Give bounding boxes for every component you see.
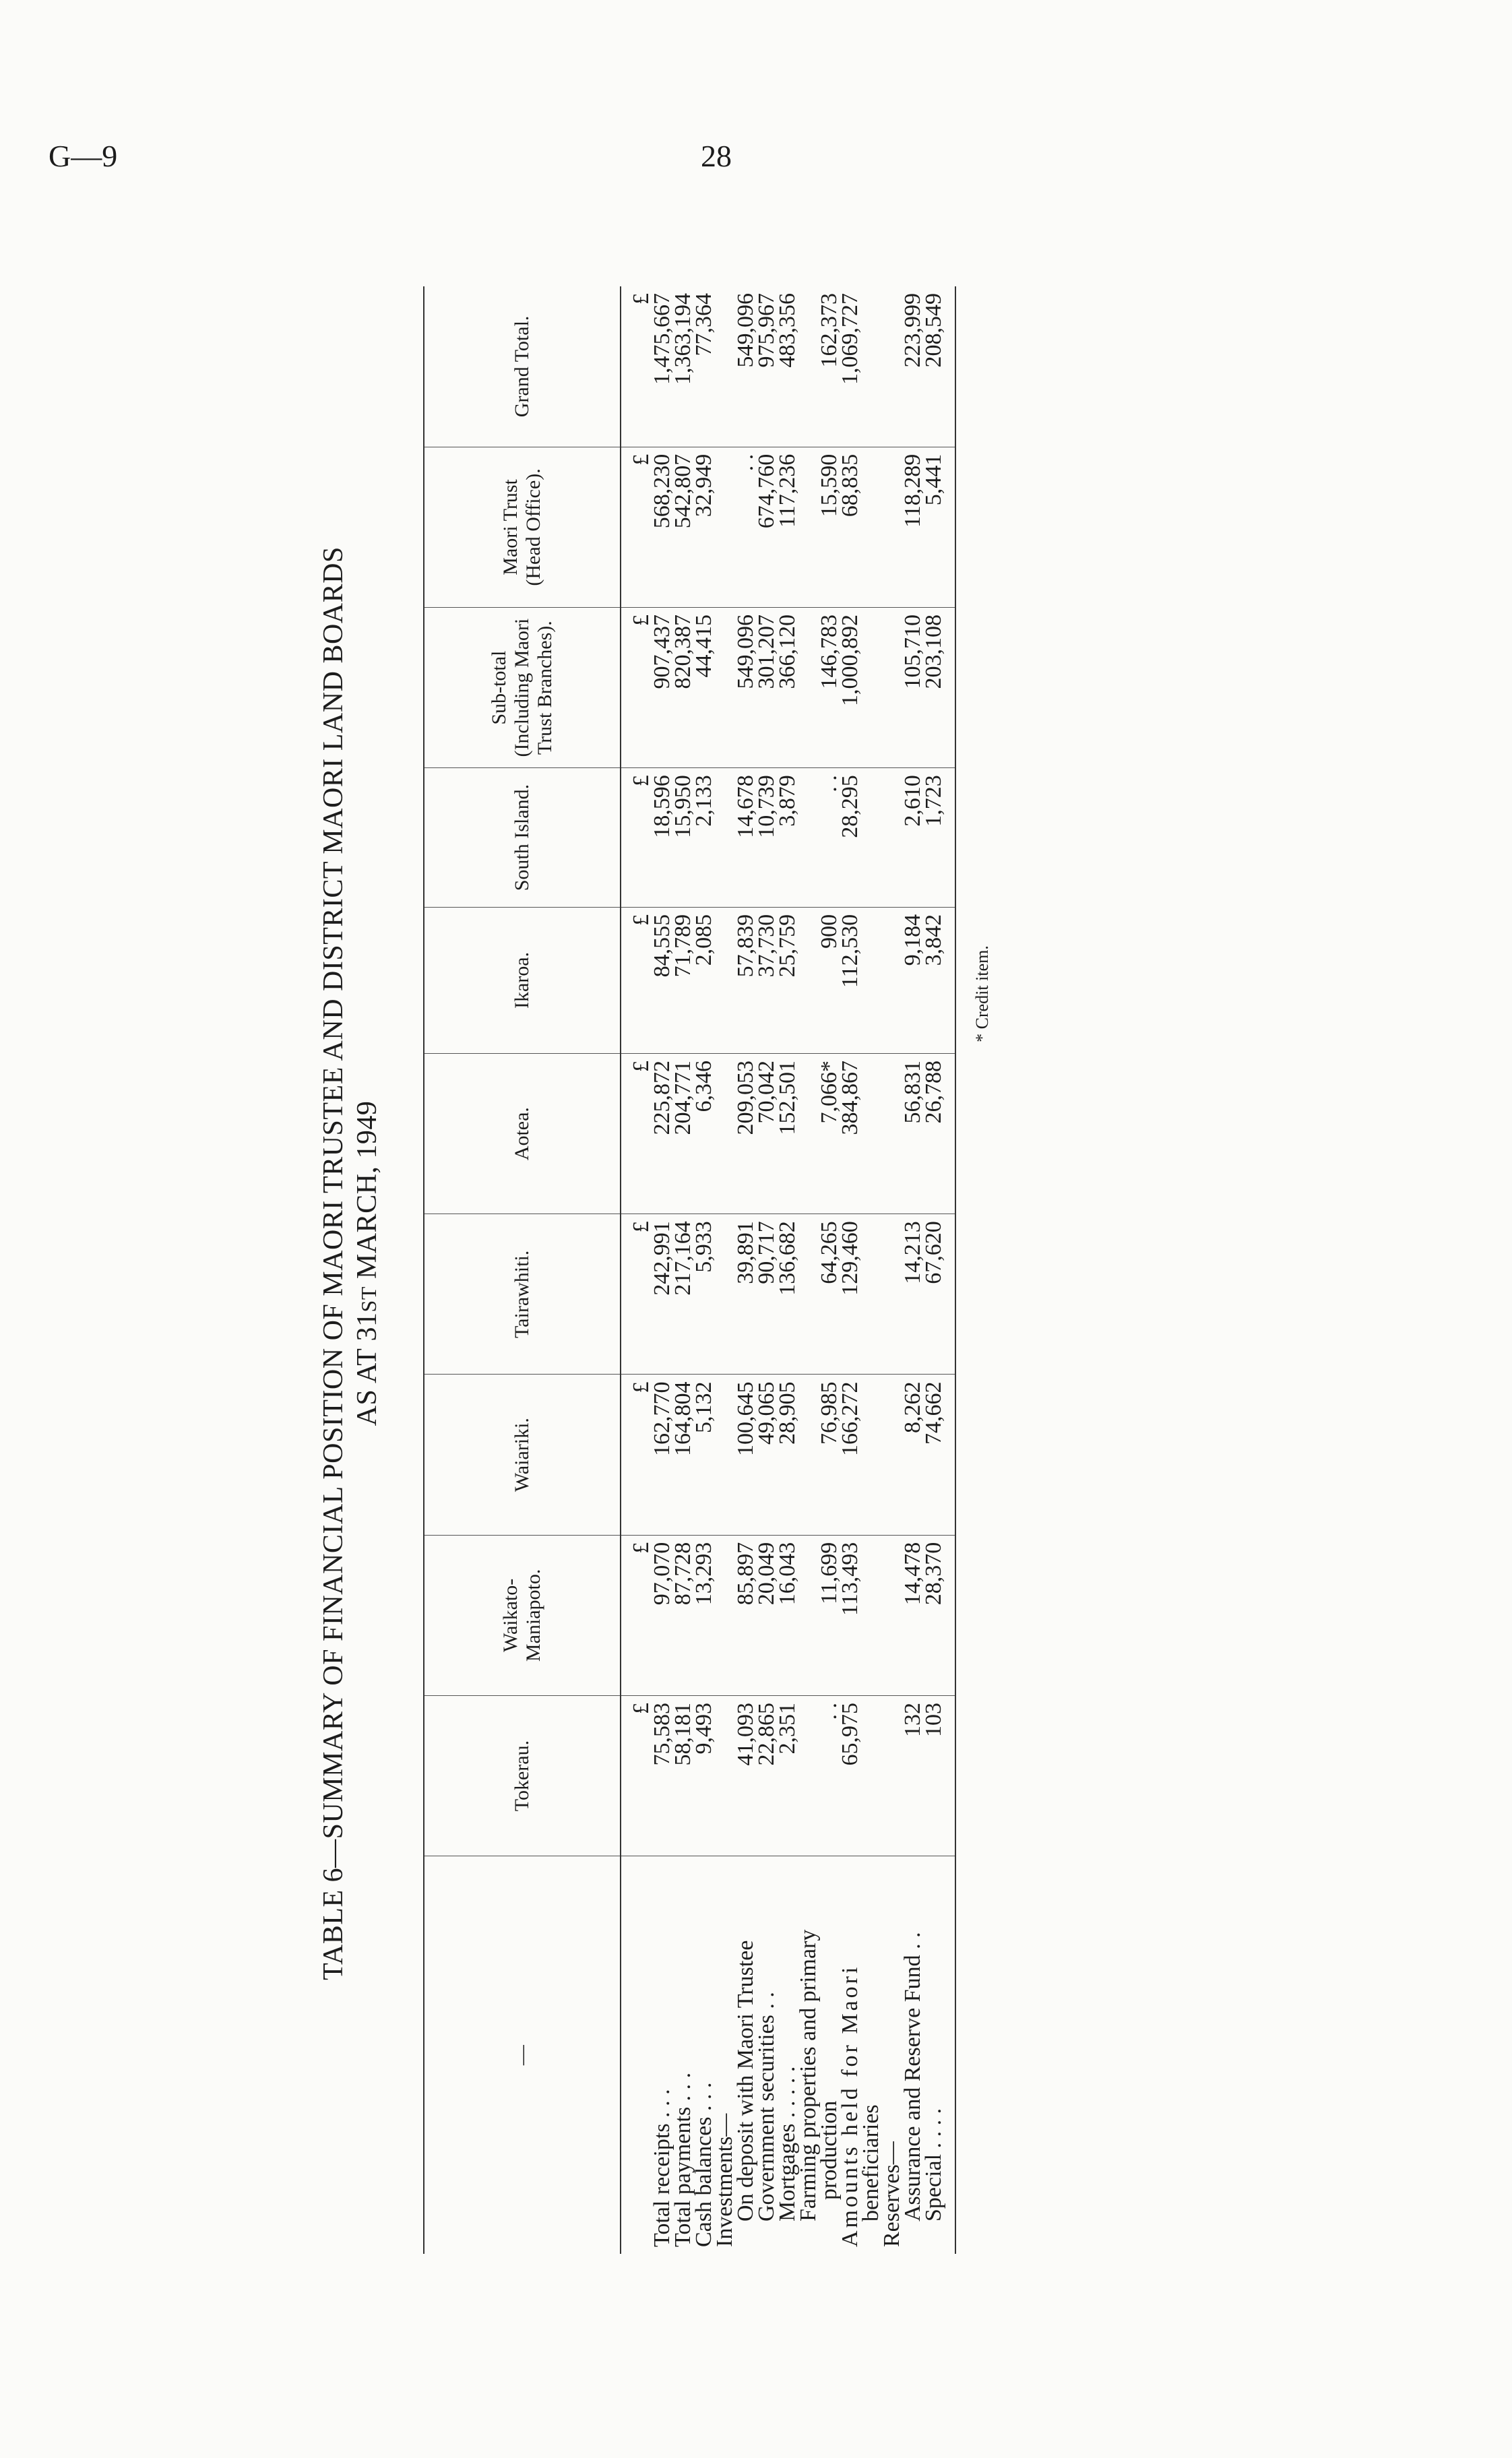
value-cell: 5,441 (923, 447, 955, 607)
value-cell: 20,049 (756, 1535, 777, 1695)
value-cell: 44,415 (693, 608, 714, 768)
title-line-1: TABLE 6—SUMMARY OF FINANCIAL POSITION OF MAORI TRUSTEE AND DISTRICT MAORI LAND BOARDS (318, 546, 349, 1980)
value-cell: 84,555 (652, 907, 672, 1053)
value-cell: 64,265 (819, 1214, 840, 1375)
value-cell: 204,771 (672, 1054, 693, 1214)
value-cell: 9,493 (693, 1695, 714, 1856)
header-waiariki: Waiariki. (424, 1375, 621, 1535)
value-cell: 5,933 (693, 1214, 714, 1375)
table-title (317, 273, 384, 2254)
row-label: Assurance and Reserve Fund . . (900, 1932, 925, 2221)
table-row-cash-balances (693, 286, 714, 2254)
header-waikato-maniapoto: Waikato-Maniapoto. (424, 1535, 621, 1695)
value-cell: 117,236 (777, 447, 798, 607)
value-cell: 103 (923, 1695, 955, 1856)
value-cell: 132 (902, 1695, 923, 1856)
table-row-government-securities (756, 286, 777, 2254)
value-cell: 674,760 (756, 447, 777, 607)
value-cell: 85,897 (735, 1535, 756, 1695)
currency-label-cell (621, 1856, 652, 2254)
value-cell: 112,530 (840, 907, 860, 1053)
value-cell: 100,645 (735, 1375, 756, 1535)
table-row-farming-properties (798, 286, 819, 2254)
value-cell: 8,262 (902, 1375, 923, 1535)
value-cell: 1,000,892 (840, 608, 860, 768)
currency-cell: £ (621, 1375, 652, 1535)
row-label-continuation: production (817, 2100, 842, 2200)
value-cell: 67,620 (923, 1214, 955, 1375)
value-cell: 41,093 (735, 1695, 756, 1856)
value-cell: 71,789 (672, 907, 693, 1053)
value-cell: 70,042 (756, 1054, 777, 1214)
header-tokerau: Tokerau. (424, 1695, 621, 1856)
header-aotea: Aotea. (424, 1054, 621, 1214)
value-cell: 975,967 (756, 286, 777, 447)
value-cell: 568,230 (652, 447, 672, 607)
value-cell: 900 (819, 907, 840, 1053)
value-cell: 56,831 (902, 1054, 923, 1214)
table-row-assurance (902, 286, 923, 2254)
footnote: * Credit item. (972, 945, 992, 1042)
header-grand-total: Grand Total. (424, 286, 621, 447)
header-blank: — (511, 2045, 533, 2066)
value-cell: 118,289 (902, 447, 923, 607)
currency-cell: £ (621, 907, 652, 1053)
value-cell: 14,213 (902, 1214, 923, 1375)
value-cell: 16,043 (777, 1535, 798, 1695)
header-tairawhiti: Tairawhiti. (424, 1214, 621, 1375)
value-cell: . . (735, 447, 756, 607)
value-cell: 22,865 (756, 1695, 777, 1856)
value-cell: 13,293 (693, 1535, 714, 1695)
table-row-amounts-held (840, 286, 860, 2254)
value-cell: 203,108 (923, 608, 955, 768)
value-cell: 2,133 (693, 768, 714, 908)
value-cell: 217,164 (672, 1214, 693, 1375)
value-cell: 25,759 (777, 907, 798, 1053)
value-cell: 39,891 (735, 1214, 756, 1375)
value-cell: 549,096 (735, 608, 756, 768)
section-heading: Reserves— (879, 2141, 904, 2247)
value-cell: 2,085 (693, 907, 714, 1053)
value-cell: 28,295 (840, 768, 860, 908)
currency-row (621, 286, 652, 2254)
currency-cell: £ (621, 768, 652, 908)
table-row-mortgages (777, 286, 798, 2254)
row-label: Government securities . . (754, 1992, 779, 2221)
value-cell: 136,682 (777, 1214, 798, 1375)
table-row-reserves-heading (881, 286, 902, 2254)
value-cell: 162,770 (652, 1375, 672, 1535)
currency-cell: £ (621, 1214, 652, 1375)
value-cell: 58,181 (672, 1695, 693, 1856)
table-row-investments-heading (714, 286, 735, 2254)
financial-summary-table (423, 286, 956, 2254)
section-heading: Investments— (712, 2113, 737, 2247)
value-cell: 32,949 (693, 447, 714, 607)
row-label-continuation: beneficiaries (858, 2104, 883, 2221)
value-cell: 129,460 (840, 1214, 860, 1375)
value-cell: 152,501 (777, 1054, 798, 1214)
value-cell: 87,728 (672, 1535, 693, 1695)
currency-cell: £ (621, 1054, 652, 1214)
value-cell: 209,053 (735, 1054, 756, 1214)
row-label: Special . . . . (921, 2108, 946, 2221)
value-cell: 1,363,194 (672, 286, 693, 447)
value-cell: 11,699 (819, 1535, 840, 1695)
value-cell: 68,835 (840, 447, 860, 607)
value-cell: 164,804 (672, 1375, 693, 1535)
table-row-on-deposit (735, 286, 756, 2254)
value-cell: 77,364 (693, 286, 714, 447)
row-label: On deposit with Maori Trustee (733, 1940, 758, 2221)
value-cell: 223,999 (902, 286, 923, 447)
value-cell: 57,839 (735, 907, 756, 1053)
value-cell: 65,975 (840, 1695, 860, 1856)
value-cell: 90,717 (756, 1214, 777, 1375)
value-cell: 74,662 (923, 1375, 955, 1535)
table-row-total-receipts (652, 286, 672, 2254)
value-cell: 907,437 (652, 608, 672, 768)
value-cell: 301,207 (756, 608, 777, 768)
value-cell: 820,387 (672, 608, 693, 768)
currency-cell: £ (621, 608, 652, 768)
value-cell: 366,120 (777, 608, 798, 768)
value-cell: 14,478 (902, 1535, 923, 1695)
currency-cell: £ (621, 447, 652, 607)
page-number: 28 (701, 139, 732, 173)
value-cell: 15,950 (672, 768, 693, 908)
value-cell: 162,373 (819, 286, 840, 447)
value-cell: 146,783 (819, 608, 840, 768)
row-label: Total receipts . . . (650, 2089, 674, 2247)
title-date-prefix: AS AT 31 (352, 1312, 383, 1426)
value-cell: 7,066* (819, 1054, 840, 1214)
value-cell: 14,678 (735, 768, 756, 908)
value-cell: 28,905 (777, 1375, 798, 1535)
header-ikaroa: Ikaroa. (424, 907, 621, 1053)
value-cell: 384,867 (840, 1054, 860, 1214)
value-cell: 6,346 (693, 1054, 714, 1214)
table-row-special (923, 286, 955, 2254)
currency-cell: £ (621, 286, 652, 447)
value-cell: 1,723 (923, 768, 955, 908)
row-label: Farming properties and primary (796, 1929, 821, 2221)
header-sub-total: Sub-total (Including Maori Trust Branches). (424, 608, 621, 768)
value-cell: 49,065 (756, 1375, 777, 1535)
value-cell: 3,879 (777, 768, 798, 908)
table-row-amounts-held-cont (860, 286, 881, 2254)
value-cell: 113,493 (840, 1535, 860, 1695)
value-cell: 9,184 (902, 907, 923, 1053)
value-cell: 76,985 (819, 1375, 840, 1535)
value-cell: 37,730 (756, 907, 777, 1053)
value-cell: 3,842 (923, 907, 955, 1053)
value-cell: 5,132 (693, 1375, 714, 1535)
currency-cell: £ (621, 1695, 652, 1856)
value-cell: 242,991 (652, 1214, 672, 1375)
value-cell: 26,788 (923, 1054, 955, 1214)
value-cell: 15,590 (819, 447, 840, 607)
value-cell: 549,096 (735, 286, 756, 447)
header-row (424, 286, 621, 2254)
title-date-ordinal: ST (356, 1286, 381, 1313)
rotated-table-block (317, 273, 1112, 2254)
value-cell: 483,356 (777, 286, 798, 447)
value-cell: 2,610 (902, 768, 923, 908)
row-label: Total payments . . . (670, 2072, 695, 2247)
table-row-total-payments (672, 286, 693, 2254)
value-cell: 166,272 (840, 1375, 860, 1535)
currency-cell: £ (621, 1535, 652, 1695)
value-cell: 10,739 (756, 768, 777, 908)
title-line-2 (350, 273, 385, 2254)
row-label: Amounts held for Maori (838, 1964, 862, 2247)
value-cell: 18,596 (652, 768, 672, 908)
value-cell: 1,475,667 (652, 286, 672, 447)
row-label: Mortgages . . . . . (775, 2066, 800, 2221)
value-cell: . . (819, 768, 840, 908)
title-date-suffix: MARCH, 1949 (352, 1100, 383, 1287)
value-cell: 2,351 (777, 1695, 798, 1856)
value-cell: 542,807 (672, 447, 693, 607)
value-cell: 105,710 (902, 608, 923, 768)
value-cell: 97,070 (652, 1535, 672, 1695)
page-series-id: G—9 (49, 139, 118, 173)
value-cell: 75,583 (652, 1695, 672, 1856)
value-cell: 208,549 (923, 286, 955, 447)
header-south-island: South Island. (424, 768, 621, 908)
header-head-office: Maori Trust (Head Office). (424, 447, 621, 607)
value-cell: 1,069,727 (840, 286, 860, 447)
value-cell: . . (819, 1695, 840, 1856)
value-cell: 225,872 (652, 1054, 672, 1214)
row-label: Cash balances . . . (691, 2082, 716, 2247)
value-cell: 28,370 (923, 1535, 955, 1695)
table-row-farming-properties-cont (819, 286, 840, 2254)
